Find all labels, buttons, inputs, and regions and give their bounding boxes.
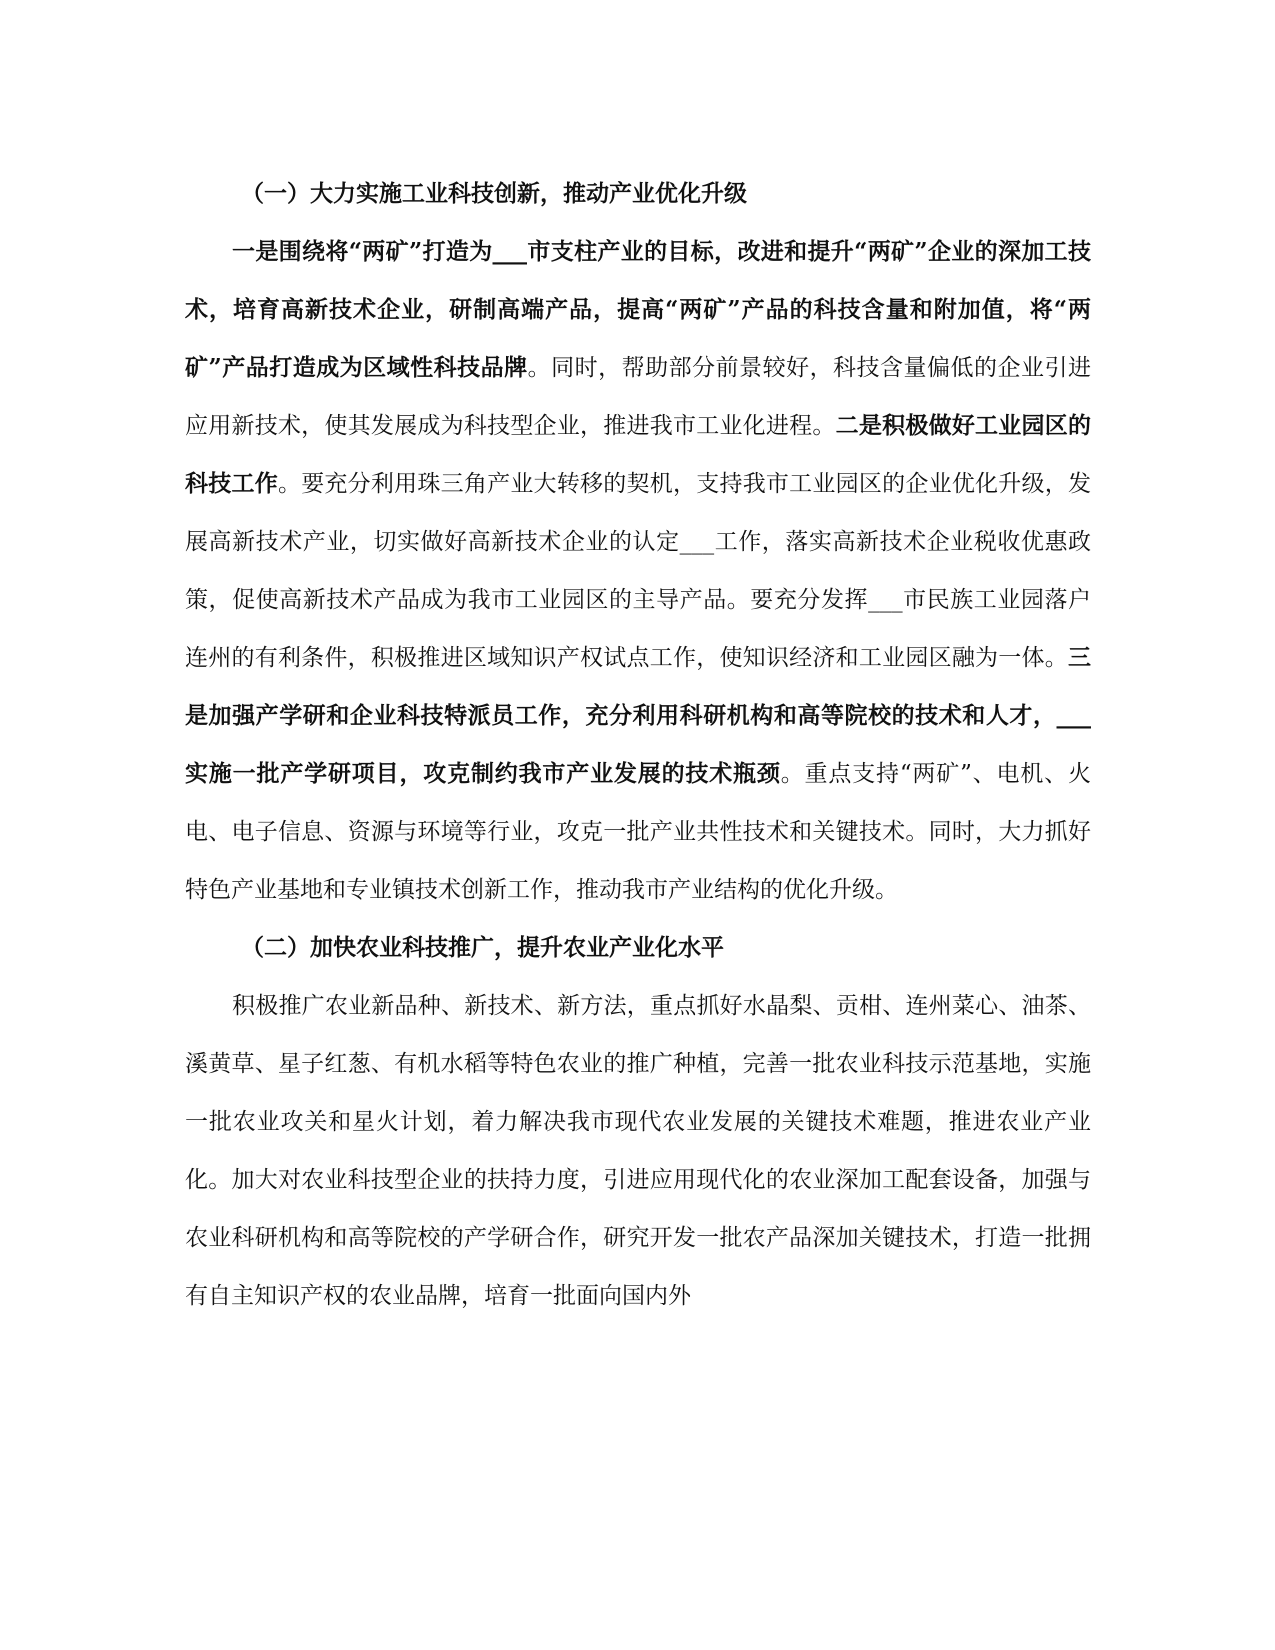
section-1-heading: （一）大力实施工业科技创新，推动产业优化升级 — [241, 180, 747, 207]
section-1-paragraph — [185, 223, 1091, 919]
point-1-text: 。同时，帮助部分前景较好，科技含量偏低的企业引进应用新技术，使其发展成为科技型企业，推进我市工业化进程。 — [185, 355, 1091, 439]
document-page — [185, 165, 1091, 1325]
point-1-bold: 一是围绕将“两矿”打造为___市支柱产业的目标，改进和提升“两矿”企业的深加工技术，培育高新技术企业，研制高端产品，提高“两矿”产品的科技含量和附加值，将“两矿”产品打造成为区域性科技品牌 — [185, 238, 1091, 381]
point-2-bold: 二是积极做好工业园区的科技工作 — [185, 412, 1092, 497]
point-2-text: 。要充分利用珠三角产业大转移的契机，支持我市工业园区的企业优化升级，发展高新技术产业，切实做好高新技术企业的认定___工作，落实高新技术企业税收优惠政策，促使高新技术产品成为我市工业园区的主导产品。要充分发挥___市民族工业园落户连州的有利条件，积极推进区域知识产权试点工作，使知识经济和工业园区融为一体。 — [185, 471, 1092, 671]
point-3-bold: 三是加强产学研和企业科技特派员工作，充分利用科研机构和高等院校的技术和人才，___实施一批产学研项目，攻克制约我市产业发展的技术瓶颈 — [185, 644, 1091, 787]
section-2-heading: （二）加快农业科技推广，提升农业产业化水平 — [241, 934, 724, 961]
point-3-text: 。重点支持“两矿”、电机、火电、电子信息、资源与环境等行业，攻克一批产业共性技术和关键技术。同时，大力抓好特色产业基地和专业镇技术创新工作，推动我市产业结构的优化升级。 — [185, 761, 1091, 903]
section-2-paragraph: 积极推广农业新品种、新技术、新方法，重点抓好水晶梨、贡柑、连州菜心、油茶、溪黄草、星子红葱、有机水稻等特色农业的推广种植，完善一批农业科技示范基地，实施一批农业攻关和星火计划，着力解决我市现代农业发展的关键技术难题，推进农业产业化。加大对农业科技型企业的扶持力度，引进应用现代化的农业深加工配套设备，加强与农业科研机构和高等院校的产学研合作，研究开发一批农产品深加关键技术，打造一批拥有自主知识产权的农业品牌，培育一批面向国内外 — [185, 993, 1091, 1309]
